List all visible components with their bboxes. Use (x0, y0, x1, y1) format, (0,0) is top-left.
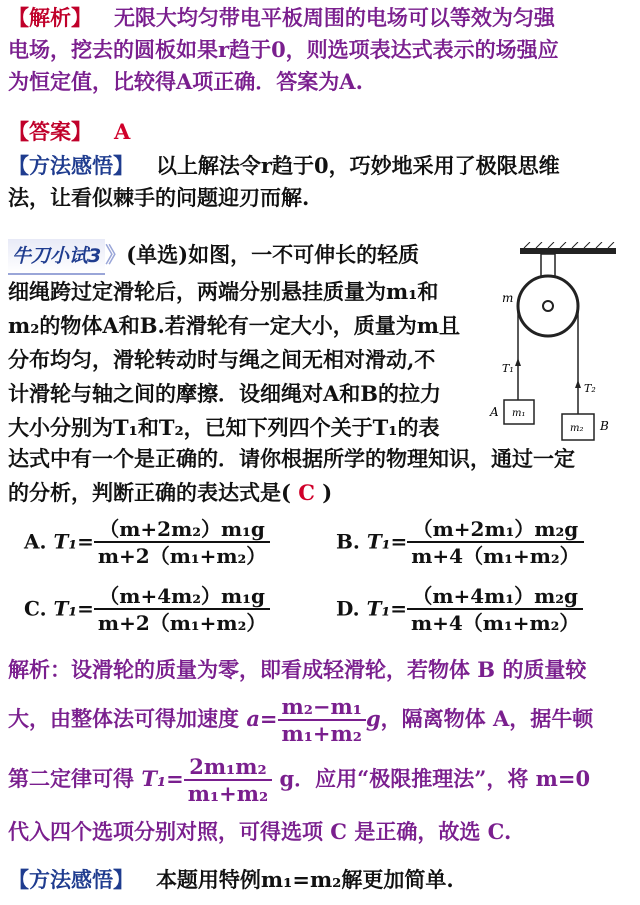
analysis2-line-3-prefix: 第二定律可得 (8, 766, 134, 791)
t1-denominator: m₁+m₂ (187, 780, 269, 806)
accel-denominator: m₁+m₂ (281, 720, 362, 746)
option-d-lhs: T₁= (366, 596, 407, 621)
answer-value: A (113, 119, 131, 144)
method2-text: 本题用特例m₁=m₂解更加简单. (155, 867, 454, 892)
option-d-denominator: m+4（m₁+m₂） (410, 611, 580, 635)
t1-numerator: 2m₁m₂ (184, 755, 272, 781)
t1-lhs: T₁= (141, 766, 184, 791)
option-c-fraction (94, 584, 270, 636)
problem-line-2: 细绳跨过定滑轮后，两端分别悬挂质量为m₁和 (8, 279, 439, 304)
method-tag: 【方法感悟】 (8, 153, 134, 178)
analysis-tag: 【解析】 (8, 5, 92, 30)
label-m: m (502, 291, 514, 305)
problem-line-5: 计滑轮与轴之间的摩擦．设细绳对A和B的拉力 (8, 381, 442, 406)
ceiling (520, 248, 616, 254)
method-paragraph (8, 150, 632, 214)
analysis2-line-2 (8, 694, 632, 747)
option-a-numerator: （m+2m₂）m₁g (94, 517, 270, 543)
option-c-numerator: （m+4m₂）m₁g (94, 584, 270, 610)
analysis-line-1: 无限大均匀带电平板周围的电场可以等效为匀强 (113, 5, 555, 30)
label-t2: T₂ (584, 382, 596, 395)
problem-line-1: (单选)如图，一不可伸长的轻质 (126, 242, 420, 267)
option-b (336, 517, 584, 569)
analysis2-line-3-suffix: g．应用“极限推理法”，将 m=0 (279, 766, 591, 791)
accel-fraction (278, 695, 366, 747)
problem-answer: C (298, 480, 315, 505)
pulley-diagram (480, 242, 630, 448)
accel-g: g (365, 706, 381, 731)
block-b-mass: m₂ (570, 423, 584, 434)
analysis2-line-1: 解析：设滑轮的质量为零，即看成轻滑轮，若物体 B 的质量较 (8, 657, 587, 682)
option-c-lhs: T₁= (53, 596, 94, 621)
answer-line (8, 116, 632, 148)
option-a-denominator: m+2（m₁+m₂） (97, 544, 267, 568)
option-a-letter: A. (24, 529, 47, 554)
option-c-letter: C. (24, 596, 47, 621)
option-b-lhs: T₁= (366, 529, 408, 554)
analysis2-line-2-prefix: 大，由整体法可得加速度 (8, 706, 239, 731)
option-a-lhs: T₁= (53, 529, 94, 554)
analysis2-line-3 (8, 754, 632, 807)
pulley-axle (543, 301, 553, 311)
option-d-numerator: （m+4m₁）m₂g (407, 584, 583, 610)
t1-fraction (184, 755, 272, 807)
problem-badge: 牛刀小试3 (8, 239, 105, 275)
analysis2-line-4: 代入四个选项分别对照，可得选项 C 是正确，故选 C. (8, 819, 512, 844)
analysis2-line-2-suffix: ，隔离物体 A，据牛顿 (380, 706, 594, 731)
analysis-line-3: 为恒定值，比较得A项正确．答案为A. (8, 69, 363, 94)
option-d (336, 584, 583, 636)
label-a: A (490, 405, 499, 419)
problem-line-4: 分布均匀，滑轮转动时与绳之间无相对滑动,不 (8, 347, 436, 372)
label-b: B (600, 419, 609, 433)
option-c-denominator: m+2（m₁+m₂） (97, 611, 267, 635)
problem-paragraph (8, 238, 478, 445)
problem-line-6: 大小分别为T₁和T₂，已知下列四个关于T₁的表 (8, 415, 440, 440)
option-b-denominator: m+4（m₁+m₂） (411, 544, 580, 568)
problem-tail (8, 442, 632, 510)
analysis-line-2: 电场，挖去的圆板如果r趋于0，则选项表达式表示的场强应 (8, 37, 559, 62)
analysis-paragraph (8, 2, 632, 98)
option-a (24, 517, 270, 569)
badge-chevrons: 》 (105, 242, 127, 267)
option-d-fraction (407, 584, 583, 636)
option-b-letter: B. (336, 529, 360, 554)
option-b-fraction (407, 517, 583, 569)
method-line-2: 法，让看似棘手的问题迎刃而解. (8, 185, 310, 210)
problem-line-8-end: ) (322, 480, 333, 505)
answer-tag: 【答案】 (8, 119, 92, 144)
method-line-1: 以上解法令r趋于0，巧妙地采用了极限思维 (155, 153, 560, 178)
ceiling-hatch (524, 242, 614, 248)
accel-numerator: m₂−m₁ (278, 695, 366, 721)
arrow-t1 (515, 358, 521, 366)
problem-line-3: m₂的物体A和B.若滑轮有一定大小，质量为m且 (8, 313, 460, 338)
block-a-mass: m₁ (512, 408, 526, 419)
label-t1: T₁ (502, 362, 514, 375)
problem-line-8: 的分析，判断正确的表达式是( (8, 480, 291, 505)
method2-tag: 【方法感悟】 (8, 867, 134, 892)
arrow-t2 (575, 380, 581, 388)
option-b-numerator: （m+2m₁）m₂g (407, 517, 583, 543)
method2-line (8, 864, 632, 896)
option-a-fraction (94, 517, 270, 569)
problem-line-7: 达式中有一个是正确的．请你根据所学的物理知识，通过一定 (8, 446, 575, 471)
option-d-letter: D. (336, 596, 360, 621)
option-c (24, 584, 270, 636)
accel-lhs: a= (246, 706, 278, 731)
